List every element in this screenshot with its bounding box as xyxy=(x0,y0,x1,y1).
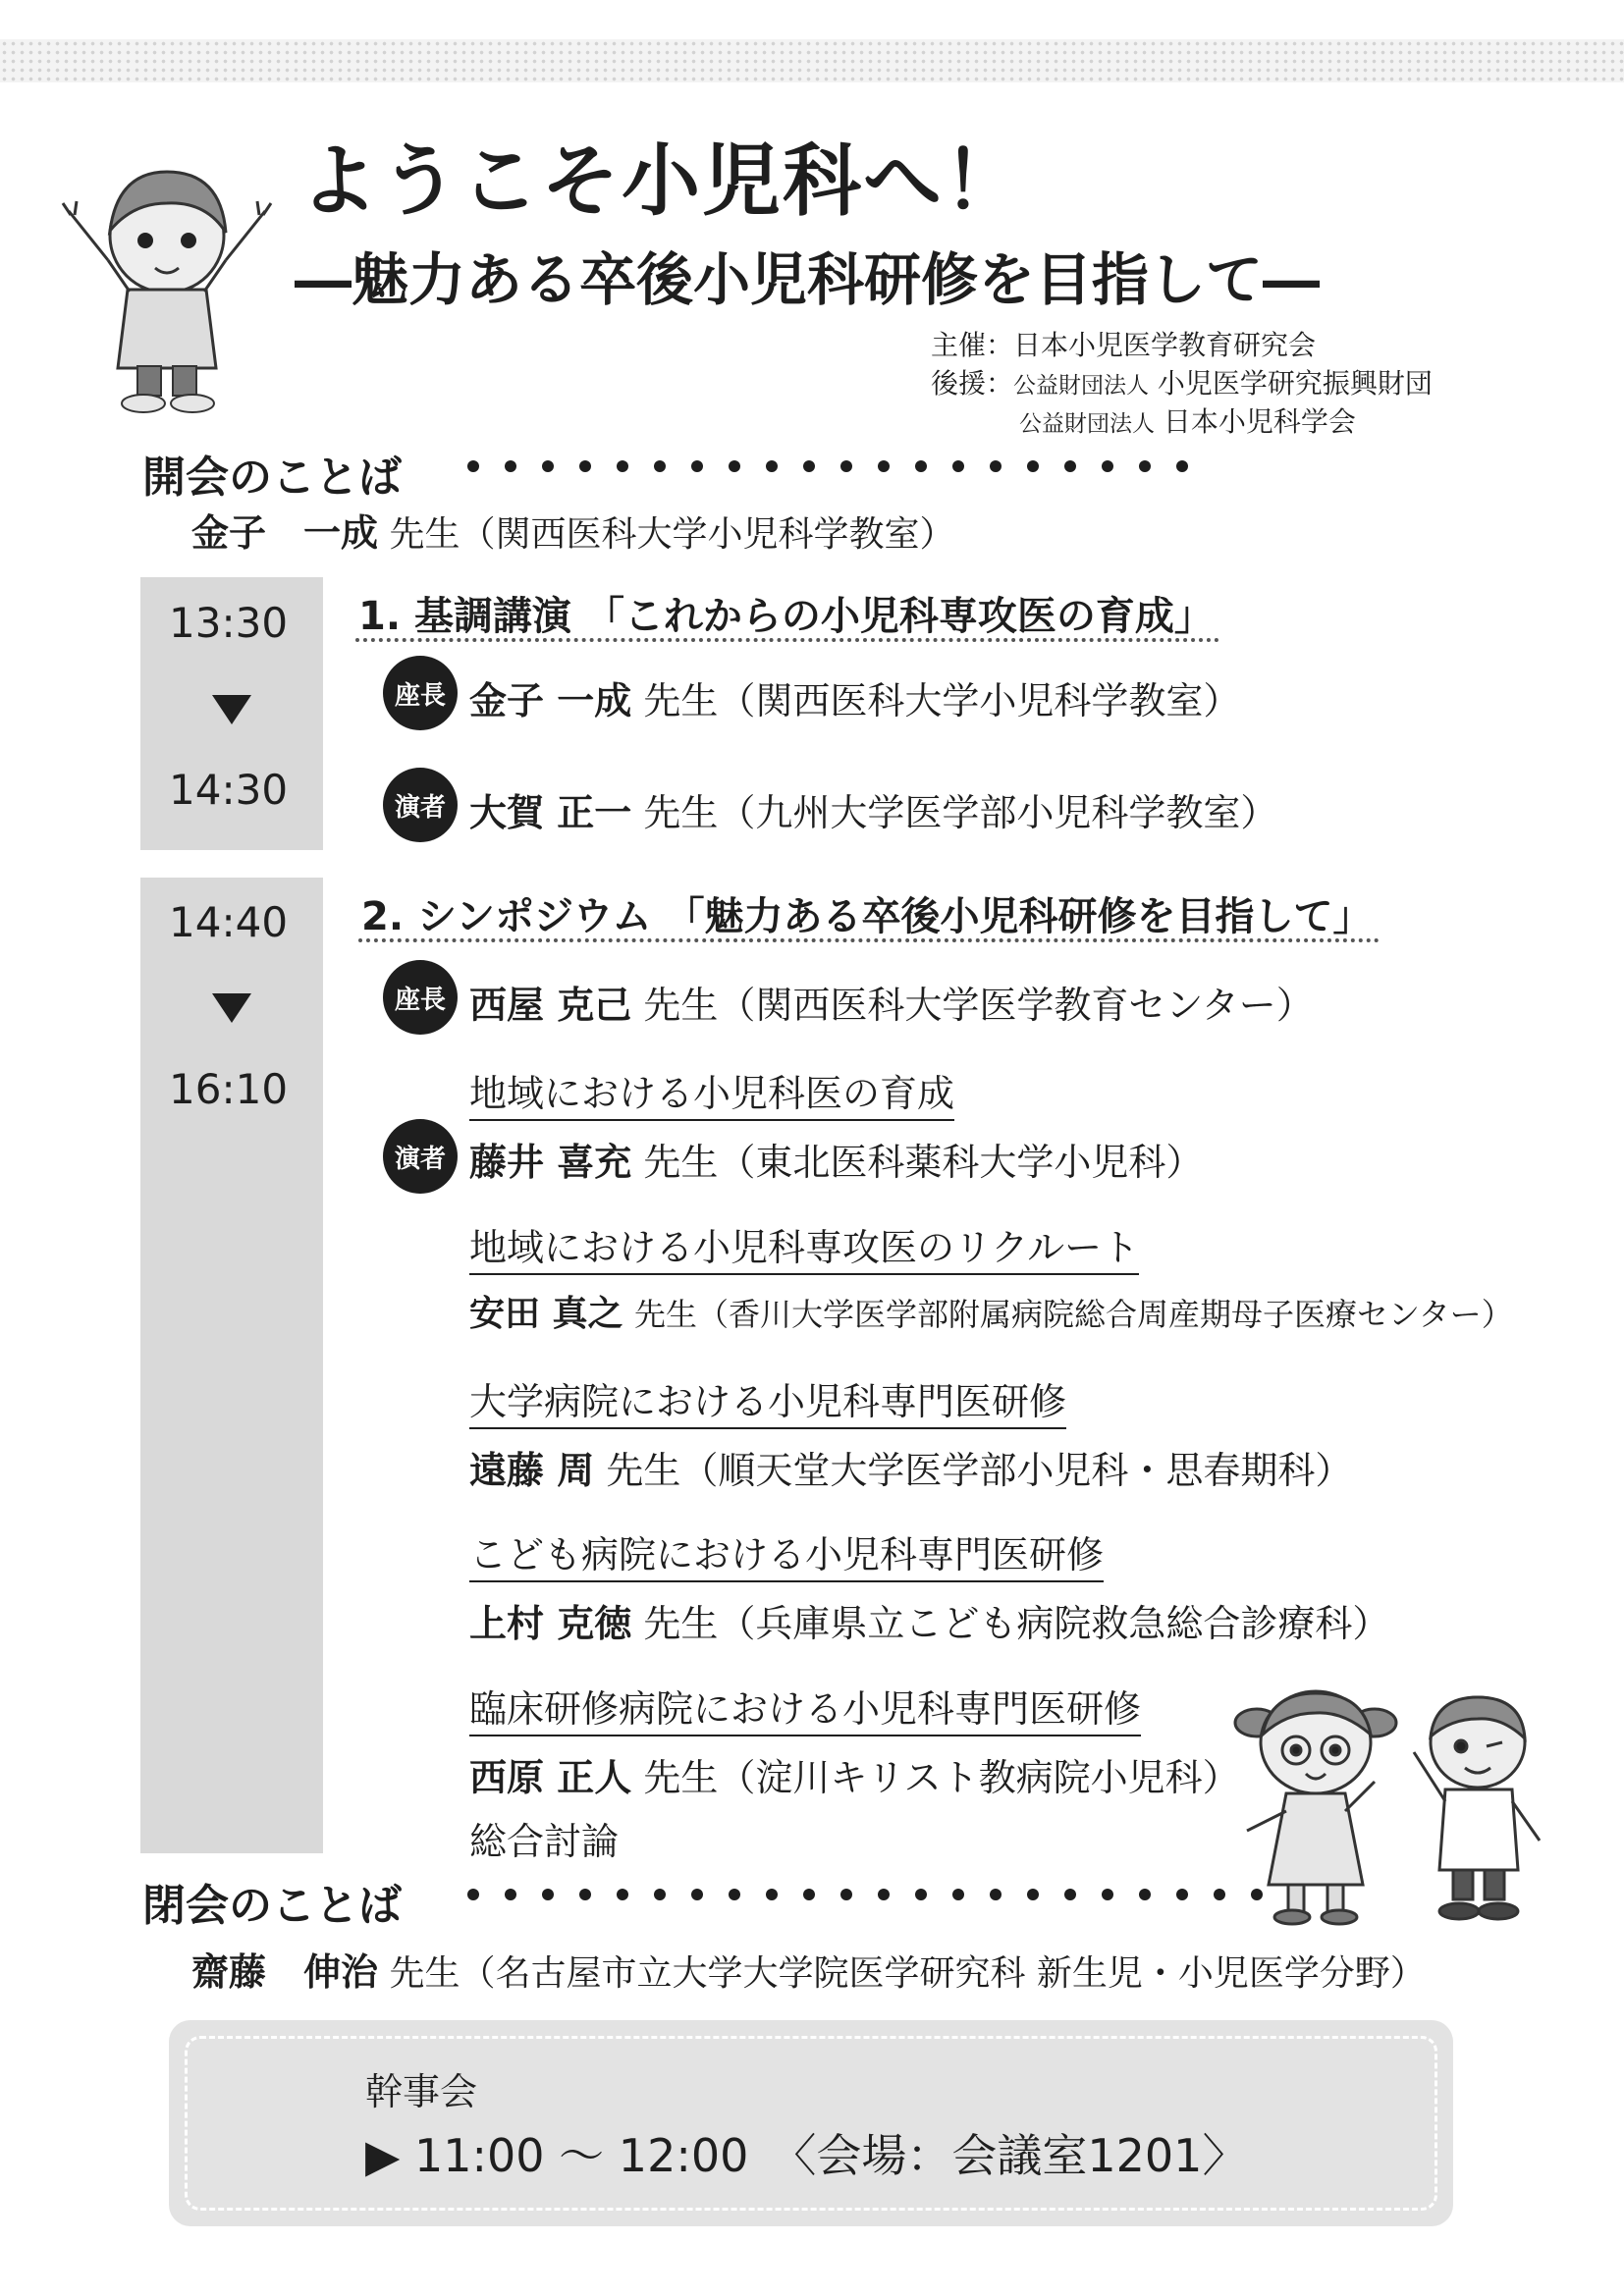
dot-row xyxy=(467,460,1188,472)
talk-speaker xyxy=(469,1747,1240,1801)
talk-speaker xyxy=(469,1132,1203,1186)
supporter-line-1 xyxy=(931,362,1433,401)
chair-badge: 座長 xyxy=(383,960,458,1035)
organizer-name: 日本小児医学教育研究会 xyxy=(1013,329,1317,361)
organizer-line xyxy=(931,324,1316,363)
supporter-line-2 xyxy=(1019,400,1356,440)
speaker-badge: 演者 xyxy=(383,768,458,842)
talk-speaker xyxy=(469,1593,1389,1647)
speaker-name: 遠藤 周 xyxy=(469,1449,595,1492)
session-1-title: 1. 基調講演 「これからの小児科専攻医の育成」 xyxy=(358,594,1214,639)
supporter-type: 公益財団法人 xyxy=(1019,411,1155,437)
session-2-end: 16:10 xyxy=(169,1065,289,1113)
chair-affiliation: 先生（関西医科大学医学教育センター） xyxy=(643,984,1314,1027)
chair-name: 金子 一成 xyxy=(469,679,632,722)
down-arrow-icon xyxy=(212,695,251,724)
supporter-name: 小児医学研究振興財団 xyxy=(1157,367,1433,400)
speaker-badge: 演者 xyxy=(383,1119,458,1194)
speaker-affiliation: 先生（香川大学医学部附属病院総合周産期母子医療センター） xyxy=(634,1296,1513,1333)
speaker-affiliation: 先生（順天堂大学医学部小児科・思春期科） xyxy=(606,1449,1353,1492)
session-1-chair xyxy=(469,670,1240,724)
talk-topic: 臨床研修病院における小児科専門医研修 xyxy=(469,1679,1141,1736)
speaker-affiliation: 先生（淀川キリスト教病院小児科） xyxy=(643,1756,1240,1799)
session-2-title: 2. シンポジウム 「魅力ある卒後小児科研修を目指して」 xyxy=(361,894,1373,939)
session-2-start: 14:40 xyxy=(169,898,289,946)
speaker-affiliation: 先生（兵庫県立こども病院救急総合診療科） xyxy=(643,1602,1390,1645)
general-discussion: 総合討論 xyxy=(469,1820,620,1863)
session-1-start: 13:30 xyxy=(169,599,289,647)
opening-speaker xyxy=(191,503,954,557)
session-1-title-rule xyxy=(355,638,1219,642)
talk-topic: 地域における小児科専攻医のリクルート xyxy=(469,1217,1139,1275)
closing-speaker xyxy=(191,1942,1426,1996)
speaker-name: 大賀 正一 xyxy=(469,791,632,834)
session-2-time-bar xyxy=(140,878,323,1853)
closing-dot-leader xyxy=(461,1888,1276,1901)
session-1-speaker xyxy=(469,782,1277,836)
meeting-title: 幹事会 xyxy=(365,2070,478,2113)
opening-dot-leader xyxy=(461,459,1237,473)
talk-topic: 地域における小児科医の育成 xyxy=(469,1063,954,1121)
top-pattern-band xyxy=(0,39,1624,82)
session-2-chair xyxy=(469,975,1314,1029)
dot-row xyxy=(467,1889,1263,1900)
speaker-name: 金子 一成 xyxy=(191,511,379,555)
opening-heading: 開会のことば xyxy=(142,453,402,503)
boy-illustration xyxy=(49,142,285,417)
speaker-name: 上村 克徳 xyxy=(469,1602,632,1645)
page-subtitle: ―魅力ある卒後小児科研修を目指して― xyxy=(295,246,1321,313)
speaker-affiliation: 先生（名古屋市立大学大学院医学研究科 新生児・小児医学分野） xyxy=(389,1953,1426,1994)
talk-topic: 大学病院における小児科専門医研修 xyxy=(469,1371,1066,1429)
speaker-affiliation: 先生（東北医科薬科大学小児科） xyxy=(643,1141,1204,1184)
closing-heading: 閉会のことば xyxy=(142,1881,402,1931)
talk-speaker xyxy=(469,1440,1352,1494)
talk-speaker xyxy=(469,1286,1513,1336)
talk-topic: こども病院における小児科専門医研修 xyxy=(469,1524,1104,1582)
speaker-affiliation: 先生（九州大学医学部小児科学教室） xyxy=(643,791,1278,834)
speaker-affiliation: 先生（関西医科大学小児科学教室） xyxy=(389,514,955,555)
speaker-name: 西原 正人 xyxy=(469,1756,632,1799)
down-arrow-icon xyxy=(212,993,251,1023)
support-label: 後援： xyxy=(931,367,1014,400)
supporter-name: 日本小児科学会 xyxy=(1163,405,1356,438)
session-2-title-rule xyxy=(358,938,1380,942)
speaker-name: 安田 真之 xyxy=(469,1294,623,1334)
supporter-type: 公益財団法人 xyxy=(1013,373,1150,399)
session-1-end: 14:30 xyxy=(169,766,289,814)
chair-name: 西屋 克己 xyxy=(469,984,632,1027)
chair-badge: 座長 xyxy=(383,656,458,730)
chair-affiliation: 先生（関西医科大学小児科学教室） xyxy=(643,679,1241,722)
speaker-name: 藤井 喜充 xyxy=(469,1141,632,1184)
page-title: ようこそ小児科へ！ xyxy=(299,135,1024,227)
organizer-label: 主催： xyxy=(931,329,1014,361)
speaker-name: 齋藤 伸治 xyxy=(191,1950,379,1994)
meeting-time: ▶ 11:00 ～ 12:00 〈会場：会議室1201〉 xyxy=(365,2129,1248,2182)
